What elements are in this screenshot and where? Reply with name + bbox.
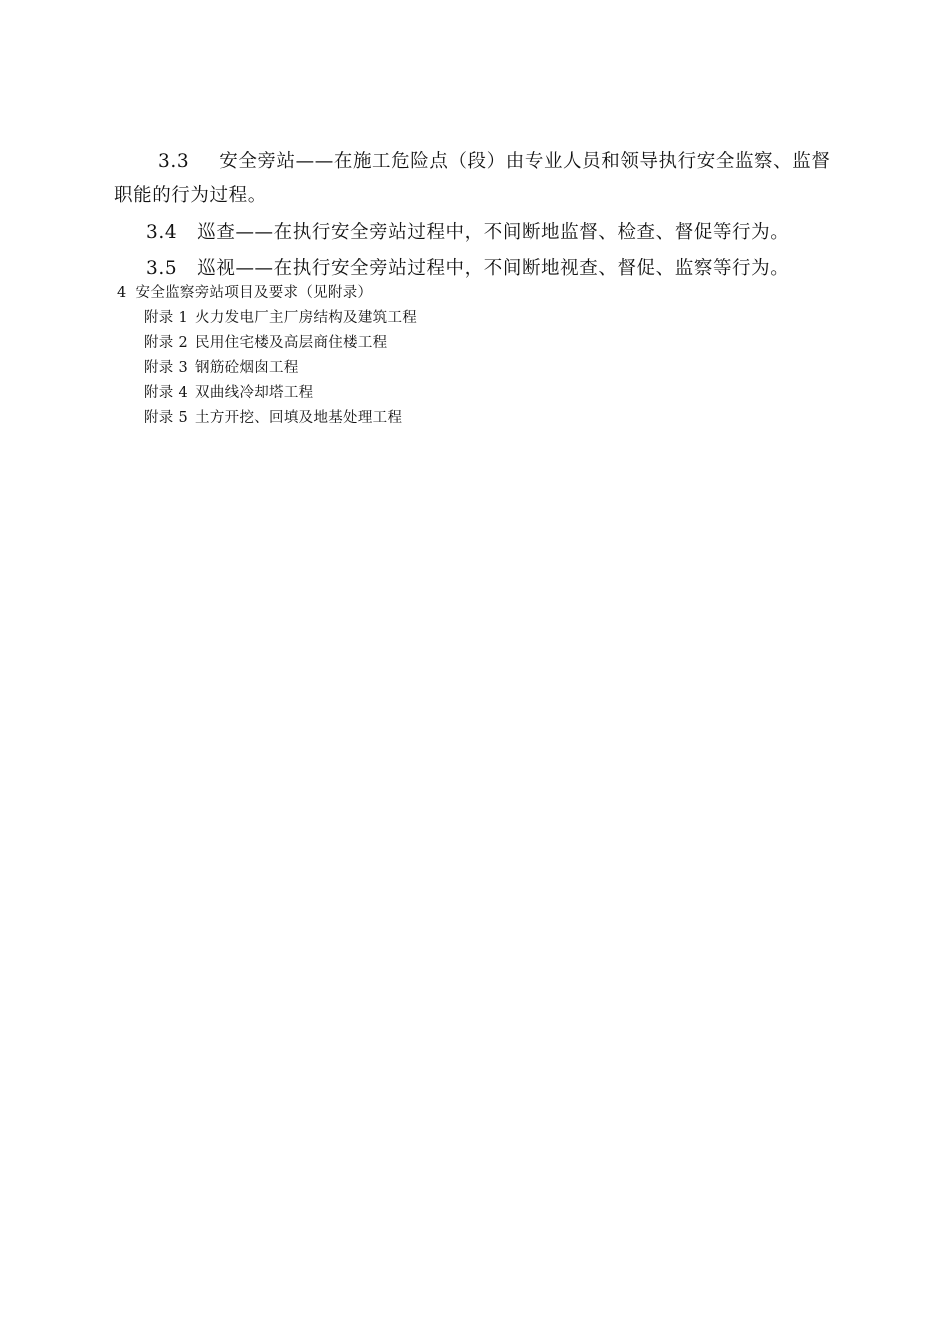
- definition-3-4: [146, 218, 789, 244]
- definition-text: ——在执行安全旁站过程中，不间断地视查、督促、监察等行为。: [235, 258, 790, 279]
- appendix-title: 民用住宅楼及高层商住楼工程: [195, 335, 388, 351]
- appendix-label: 附录 1: [144, 310, 189, 326]
- definition-number: 3.3: [158, 151, 190, 172]
- section-4-heading: [117, 281, 372, 302]
- appendix-item-1: [144, 306, 417, 327]
- appendix-label: 附录 3: [144, 360, 189, 376]
- appendix-item-4: [144, 381, 313, 402]
- appendix-title: 钢筋砼烟囱工程: [195, 360, 299, 376]
- definition-term: 巡视: [197, 258, 236, 279]
- appendix-label: 附录 2: [144, 335, 189, 351]
- appendix-label: 附录 5: [144, 410, 189, 426]
- section-title: 安全监察旁站项目及要求（见附录）: [135, 285, 373, 301]
- appendix-item-2: [144, 331, 387, 352]
- definition-3-5: [146, 254, 789, 280]
- appendix-title: 土方开挖、回填及地基处理工程: [195, 410, 403, 426]
- appendix-item-5: [144, 406, 402, 427]
- definition-term: 安全旁站: [219, 151, 296, 172]
- appendix-label: 附录 4: [144, 385, 189, 401]
- section-number: 4: [117, 285, 127, 301]
- appendix-title: 双曲线冷却塔工程: [195, 385, 314, 401]
- definition-term: 巡查: [197, 222, 236, 243]
- definition-text-continued: 职能的行为过程。: [114, 185, 267, 206]
- appendix-item-3: [144, 356, 299, 377]
- appendix-title: 火力发电厂主厂房结构及建筑工程: [195, 310, 418, 326]
- definition-3-3-line2: [114, 181, 267, 207]
- definition-text: ——在施工危险点（段）由专业人员和领导执行安全监察、监督: [295, 151, 831, 172]
- definition-number: 3.4: [146, 222, 178, 243]
- definition-number: 3.5: [146, 258, 178, 279]
- definition-3-3-line1: [158, 147, 830, 173]
- definition-text: ——在执行安全旁站过程中，不间断地监督、检查、督促等行为。: [235, 222, 790, 243]
